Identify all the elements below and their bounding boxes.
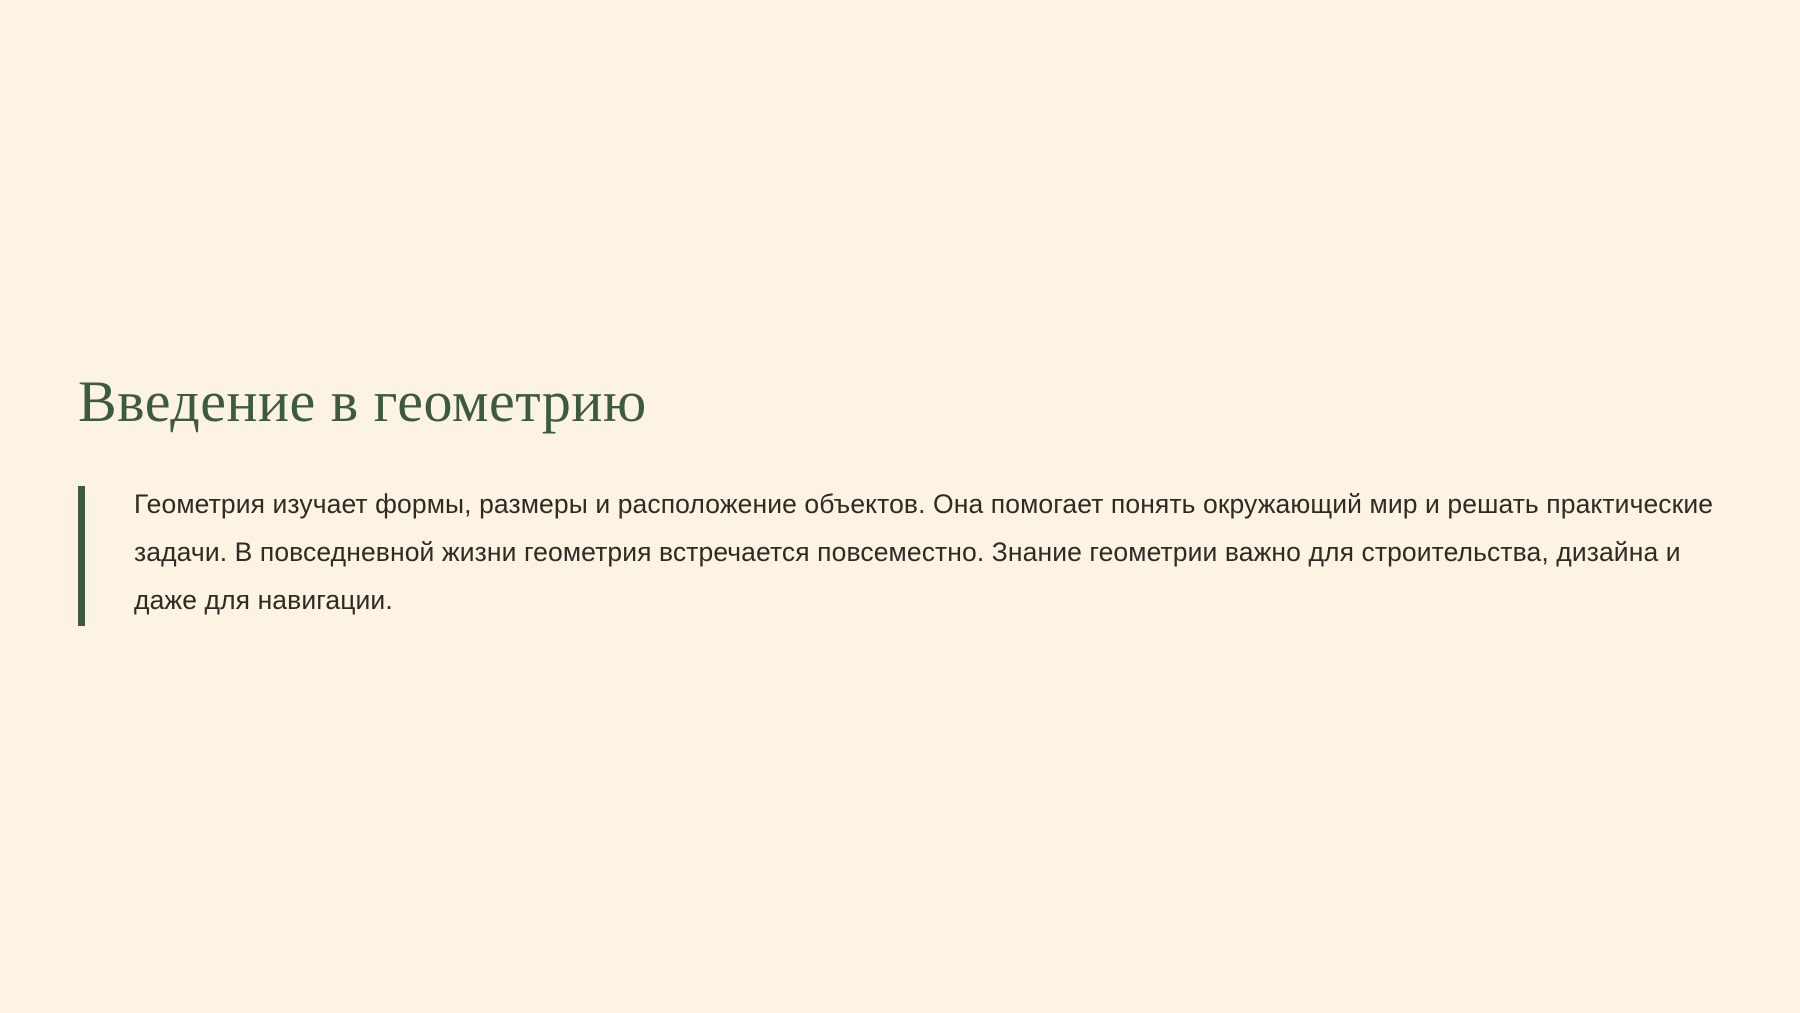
- page-title: Введение в геометрию: [78, 369, 647, 434]
- slide-content: [78, 370, 1718, 624]
- body-paragraph: Геометрия изучает формы, размеры и расположение объектов. Она помогает понять окружающий мир и решать практические задачи. В повседневной жизни геометрия встречается повсеместно. Знание геометрии важно для строительства, дизайна и даже для навигации.: [134, 488, 1714, 616]
- accent-bar: [78, 486, 85, 626]
- body-block: [78, 480, 1718, 625]
